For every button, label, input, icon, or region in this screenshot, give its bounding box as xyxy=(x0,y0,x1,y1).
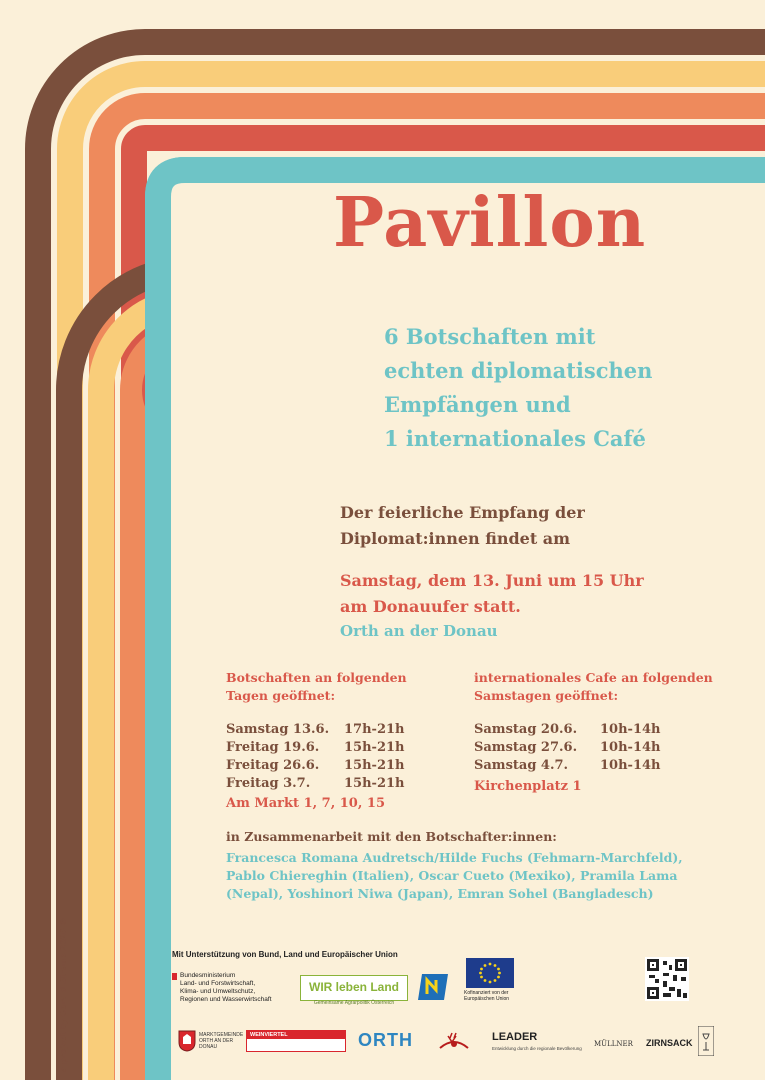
leader-subtitle: Entwicklung durch die regionale Bevölkerung xyxy=(492,1046,582,1051)
festival-logo: WEINVIERTEL xyxy=(246,1030,346,1052)
wir-leben-land-subtitle: Gemeinsame Agrarpolitik Österreich xyxy=(313,1000,395,1006)
cafe-location: Kirchenplatz 1 xyxy=(474,779,582,794)
niederoesterreich-logo xyxy=(418,972,450,1002)
zirnsack-logo: ZIRNSACK xyxy=(646,1038,693,1048)
eu-stars-icon xyxy=(466,958,514,988)
leader-logo: LEADER xyxy=(492,1031,538,1043)
partners-list: Francesca Romana Audretsch/Hilde Fuchs (Fehmarn-Marchfeld), Pablo Chiereghin (Italien), Oscar Cueto (Mexiko), Pramila Lama (Nepal), Yoshinori Niwa (Japan), Emran Sohel (Bangladesch) xyxy=(226,850,683,901)
project-credit: a project by Gerald Straub 2026 ® xyxy=(58,917,68,1072)
orth-logo: ORTH xyxy=(358,1030,413,1050)
cafe-heading: internationales Cafe an folgenden Samstagen geöffnet: xyxy=(474,670,713,703)
cafe-schedule xyxy=(474,721,660,775)
eu-cofunded-text: Kofinanziert von der Europäischen Union xyxy=(464,990,510,1002)
muellner-logo: MÜLLNER xyxy=(594,1040,633,1048)
coat-of-arms-icon xyxy=(178,1030,196,1052)
wine-glass-logo-icon xyxy=(698,1026,714,1056)
embassies-location: Am Markt 1, 7, 10, 15 xyxy=(226,796,385,811)
ministry-logo: Bundesministerium Land- und Forstwirtschaft, Klima- und Umweltschutz, Regionen und Wasserwirtschaft xyxy=(180,972,272,1004)
embassies-heading: Botschaften an folgenden Tagen geöffnet: xyxy=(226,670,407,703)
poster-title: Pavillon xyxy=(333,183,647,263)
schedule-row: Freitag 3.7. 15h-21h xyxy=(226,776,405,791)
event-date: Samstag, dem 13. Juni um 15 Uhr am Donauufer statt. xyxy=(340,571,644,616)
support-heading: Mit Unterstützung von Bund, Land und Europäischer Union xyxy=(172,950,398,959)
reception-text: Der feierliche Empfang der Diplomat:innen findet am xyxy=(340,503,585,548)
eu-flag-logo xyxy=(466,958,514,988)
schedule-row: Freitag 19.6. 15h-21h xyxy=(226,740,405,755)
schedule-row: Samstag 13.6. 17h-21h xyxy=(226,722,405,737)
deer-logo-icon xyxy=(428,1030,480,1054)
embassies-schedule xyxy=(226,721,404,793)
schedule-row: Samstag 4.7. 10h-14h xyxy=(474,758,661,773)
cooperation-heading: in Zusammenarbeit mit den Botschafter:innen: xyxy=(226,829,557,844)
wir-leben-land-logo: WIR leben Land xyxy=(300,975,408,1001)
intro-text: 6 Botschaften mit echten diplomatischen Empfängen und 1 internationales Café xyxy=(384,324,653,451)
schedule-row: Samstag 27.6. 10h-14h xyxy=(474,740,661,755)
event-place: Orth an der Donau xyxy=(340,622,498,640)
schedule-row: Freitag 26.6. 15h-21h xyxy=(226,758,405,773)
schedule-row: Samstag 20.6. 10h-14h xyxy=(474,722,661,737)
marktgemeinde-text: MARKTGEMEINDE ORTH AN DER DONAU xyxy=(199,1032,244,1050)
qr-code-icon xyxy=(645,957,689,1001)
austria-flag-icon xyxy=(172,973,177,980)
